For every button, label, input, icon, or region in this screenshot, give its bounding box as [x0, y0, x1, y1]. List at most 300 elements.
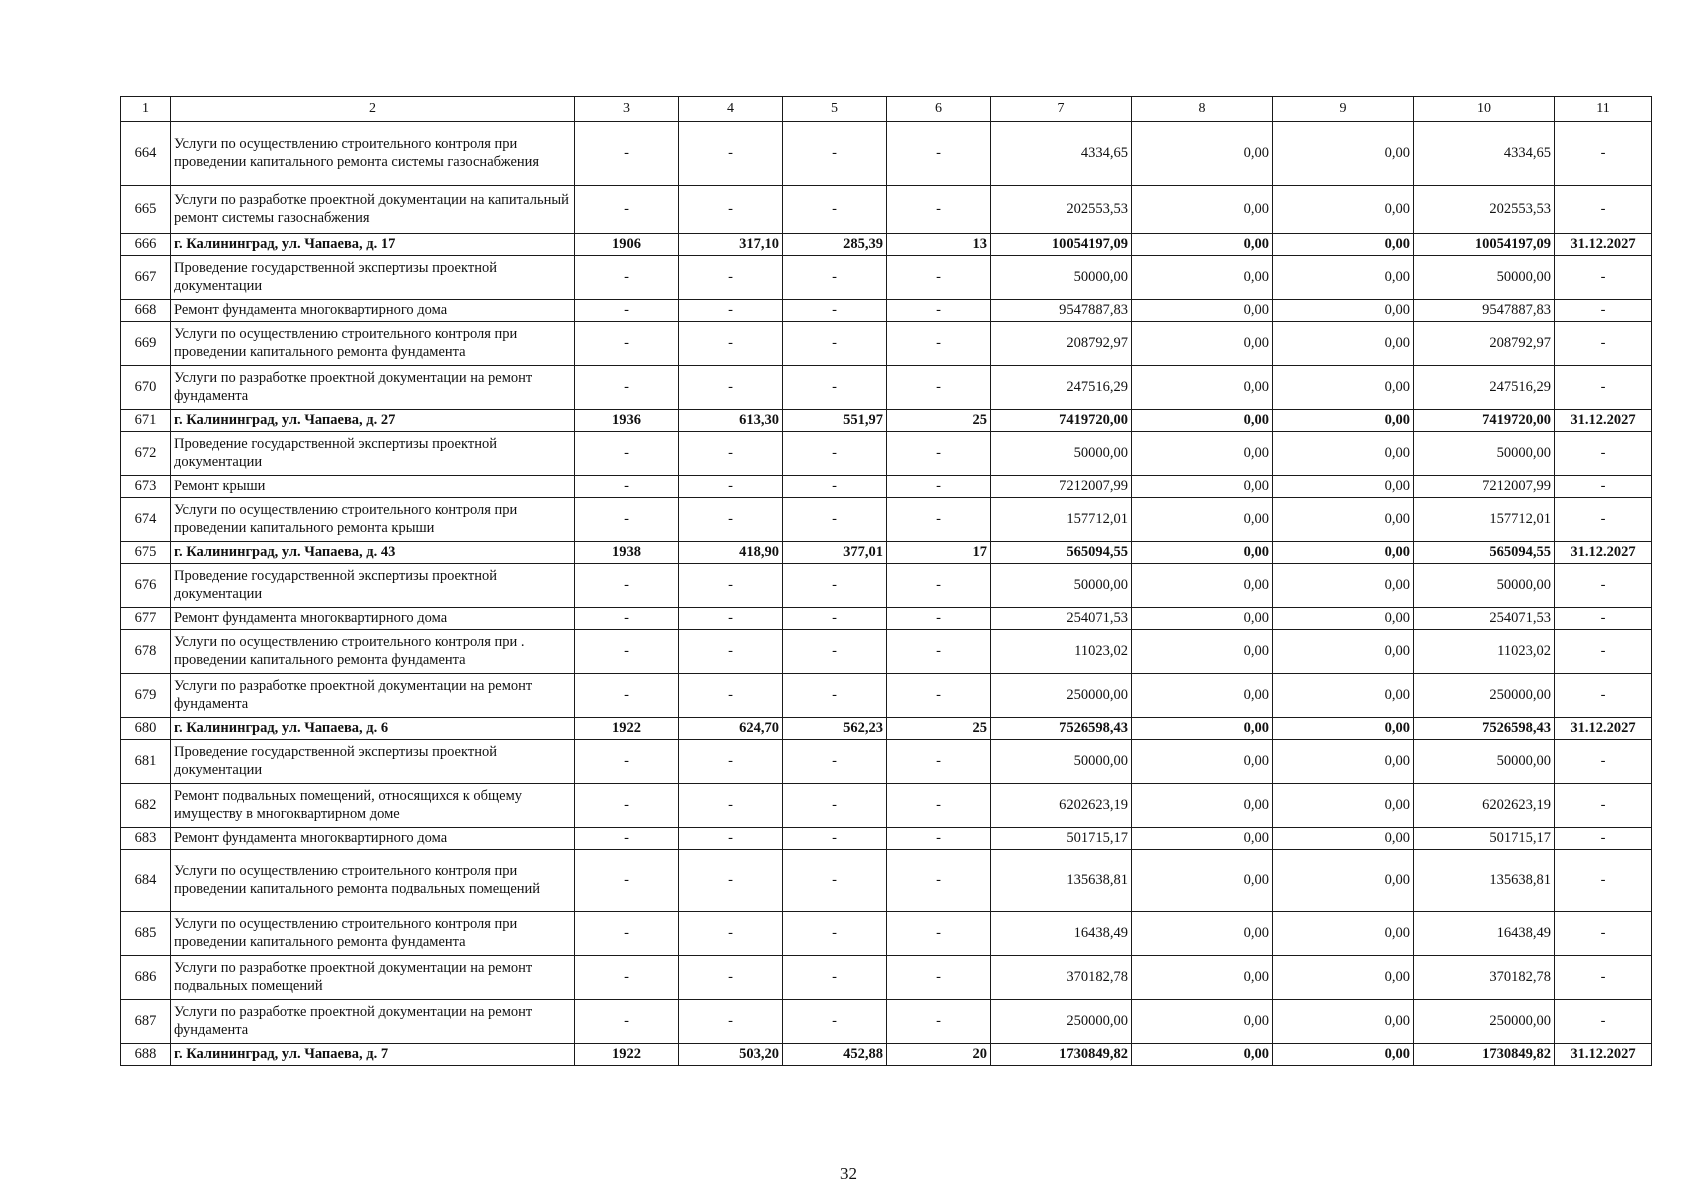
- col5-value: -: [783, 256, 887, 300]
- col4-value: -: [679, 674, 783, 718]
- col5-value: -: [783, 1000, 887, 1044]
- col3-value: -: [575, 784, 679, 828]
- work-name: Услуги по разработке проектной документации на ремонт подвальных помещений: [171, 956, 575, 1000]
- col11-value: -: [1555, 956, 1652, 1000]
- col5-value: 377,01: [783, 542, 887, 564]
- col6-value: -: [887, 476, 991, 498]
- col4-value: -: [679, 956, 783, 1000]
- col3-value: -: [575, 432, 679, 476]
- table-row: [121, 322, 1652, 366]
- row-number: 684: [121, 850, 171, 912]
- col7-value: 50000,00: [991, 564, 1132, 608]
- col3-value: -: [575, 476, 679, 498]
- col6-value: 25: [887, 410, 991, 432]
- col10-value: 254071,53: [1414, 608, 1555, 630]
- col10-value: 7526598,43: [1414, 718, 1555, 740]
- col11-value: -: [1555, 828, 1652, 850]
- work-name: Услуги по осуществлению строительного контроля при . проведении капитального ремонта фундамента: [171, 630, 575, 674]
- work-name: Проведение государственной экспертизы проектной документации: [171, 256, 575, 300]
- col6-value: -: [887, 564, 991, 608]
- col5-value: -: [783, 850, 887, 912]
- col10-value: 6202623,19: [1414, 784, 1555, 828]
- row-number: 687: [121, 1000, 171, 1044]
- col7-value: 50000,00: [991, 256, 1132, 300]
- col3-value: -: [575, 630, 679, 674]
- row-number: 681: [121, 740, 171, 784]
- col3-value: -: [575, 740, 679, 784]
- row-number: 678: [121, 630, 171, 674]
- col10-value: 501715,17: [1414, 828, 1555, 850]
- work-name: Проведение государственной экспертизы проектной документации: [171, 740, 575, 784]
- col4-value: -: [679, 476, 783, 498]
- table-row: [121, 366, 1652, 410]
- row-number: 669: [121, 322, 171, 366]
- col9-value: 0,00: [1273, 432, 1414, 476]
- table-row: [121, 498, 1652, 542]
- col9-value: 0,00: [1273, 256, 1414, 300]
- col4-value: -: [679, 366, 783, 410]
- col9-value: 0,00: [1273, 608, 1414, 630]
- col8-value: 0,00: [1132, 300, 1273, 322]
- col6-value: -: [887, 432, 991, 476]
- table-row: [121, 122, 1652, 186]
- col4-value: -: [679, 608, 783, 630]
- col4-value: -: [679, 432, 783, 476]
- col5-value: -: [783, 956, 887, 1000]
- col11-value: -: [1555, 850, 1652, 912]
- col3-value: 1922: [575, 1044, 679, 1066]
- col5-value: -: [783, 630, 887, 674]
- row-number: 670: [121, 366, 171, 410]
- table-row: [121, 432, 1652, 476]
- col3-value: -: [575, 608, 679, 630]
- col5-value: 551,97: [783, 410, 887, 432]
- col7-value: 370182,78: [991, 956, 1132, 1000]
- col7-value: 50000,00: [991, 740, 1132, 784]
- col4-value: -: [679, 912, 783, 956]
- row-number: 677: [121, 608, 171, 630]
- row-number: 668: [121, 300, 171, 322]
- work-name: г. Калининград, ул. Чапаева, д. 7: [171, 1044, 575, 1066]
- row-number: 673: [121, 476, 171, 498]
- col8-value: 0,00: [1132, 850, 1273, 912]
- col7-value: 247516,29: [991, 366, 1132, 410]
- row-number: 685: [121, 912, 171, 956]
- work-name: Ремонт подвальных помещений, относящихся к общему имуществу в многоквартирном доме: [171, 784, 575, 828]
- row-number: 674: [121, 498, 171, 542]
- capital-repair-table: [120, 96, 1652, 1066]
- col7-value: 208792,97: [991, 322, 1132, 366]
- column-header-4: 4: [679, 97, 783, 122]
- col3-value: -: [575, 912, 679, 956]
- col6-value: -: [887, 186, 991, 234]
- col7-value: 565094,55: [991, 542, 1132, 564]
- col3-value: -: [575, 256, 679, 300]
- col4-value: 418,90: [679, 542, 783, 564]
- col11-value: -: [1555, 476, 1652, 498]
- col4-value: -: [679, 498, 783, 542]
- table-row: [121, 912, 1652, 956]
- column-header-8: 8: [1132, 97, 1273, 122]
- col3-value: -: [575, 498, 679, 542]
- row-number: 675: [121, 542, 171, 564]
- col4-value: -: [679, 322, 783, 366]
- col5-value: -: [783, 608, 887, 630]
- col4-value: -: [679, 256, 783, 300]
- col4-value: -: [679, 784, 783, 828]
- col9-value: 0,00: [1273, 1000, 1414, 1044]
- col6-value: 13: [887, 234, 991, 256]
- row-number: 672: [121, 432, 171, 476]
- work-name: г. Калининград, ул. Чапаева, д. 43: [171, 542, 575, 564]
- col8-value: 0,00: [1132, 186, 1273, 234]
- col9-value: 0,00: [1273, 1044, 1414, 1066]
- col9-value: 0,00: [1273, 122, 1414, 186]
- col10-value: 250000,00: [1414, 674, 1555, 718]
- work-name: г. Калининград, ул. Чапаева, д. 6: [171, 718, 575, 740]
- col8-value: 0,00: [1132, 784, 1273, 828]
- col5-value: -: [783, 828, 887, 850]
- col10-value: 50000,00: [1414, 740, 1555, 784]
- col8-value: 0,00: [1132, 956, 1273, 1000]
- column-header-11: 11: [1555, 97, 1652, 122]
- col6-value: 17: [887, 542, 991, 564]
- col9-value: 0,00: [1273, 784, 1414, 828]
- col6-value: -: [887, 498, 991, 542]
- work-name: Услуги по осуществлению строительного контроля при проведении капитального ремонта подвальных помещений: [171, 850, 575, 912]
- col7-value: 16438,49: [991, 912, 1132, 956]
- col10-value: 370182,78: [1414, 956, 1555, 1000]
- col5-value: -: [783, 498, 887, 542]
- col6-value: 25: [887, 718, 991, 740]
- col8-value: 0,00: [1132, 828, 1273, 850]
- column-header-2: 2: [171, 97, 575, 122]
- row-number: 665: [121, 186, 171, 234]
- col6-value: -: [887, 122, 991, 186]
- col11-value: -: [1555, 432, 1652, 476]
- col4-value: -: [679, 850, 783, 912]
- col7-value: 7419720,00: [991, 410, 1132, 432]
- col7-value: 6202623,19: [991, 784, 1132, 828]
- row-number: 667: [121, 256, 171, 300]
- address-row: [121, 542, 1652, 564]
- col9-value: 0,00: [1273, 234, 1414, 256]
- col8-value: 0,00: [1132, 366, 1273, 410]
- col3-value: -: [575, 122, 679, 186]
- col6-value: -: [887, 366, 991, 410]
- table-row: [121, 476, 1652, 498]
- col8-value: 0,00: [1132, 608, 1273, 630]
- col11-value: -: [1555, 564, 1652, 608]
- col3-value: -: [575, 850, 679, 912]
- col6-value: -: [887, 1000, 991, 1044]
- work-name: Услуги по осуществлению строительного контроля при проведении капитального ремонта крыши: [171, 498, 575, 542]
- col10-value: 7212007,99: [1414, 476, 1555, 498]
- work-name: г. Калининград, ул. Чапаева, д. 27: [171, 410, 575, 432]
- col11-value: -: [1555, 256, 1652, 300]
- table-row: [121, 828, 1652, 850]
- column-header-1: 1: [121, 97, 171, 122]
- col10-value: 208792,97: [1414, 322, 1555, 366]
- col3-value: 1938: [575, 542, 679, 564]
- col11-value: -: [1555, 608, 1652, 630]
- col9-value: 0,00: [1273, 828, 1414, 850]
- work-name: Проведение государственной экспертизы проектной документации: [171, 432, 575, 476]
- col4-value: -: [679, 740, 783, 784]
- col7-value: 10054197,09: [991, 234, 1132, 256]
- col3-value: 1906: [575, 234, 679, 256]
- col6-value: -: [887, 322, 991, 366]
- col10-value: 16438,49: [1414, 912, 1555, 956]
- col10-value: 4334,65: [1414, 122, 1555, 186]
- col10-value: 9547887,83: [1414, 300, 1555, 322]
- col5-value: -: [783, 912, 887, 956]
- row-number: 666: [121, 234, 171, 256]
- col8-value: 0,00: [1132, 322, 1273, 366]
- col5-value: -: [783, 564, 887, 608]
- col11-value: -: [1555, 366, 1652, 410]
- col7-value: 135638,81: [991, 850, 1132, 912]
- col9-value: 0,00: [1273, 718, 1414, 740]
- work-name: Услуги по разработке проектной документации на ремонт фундамента: [171, 674, 575, 718]
- col11-value: 31.12.2027: [1555, 410, 1652, 432]
- row-number: 671: [121, 410, 171, 432]
- col6-value: -: [887, 608, 991, 630]
- col11-value: -: [1555, 740, 1652, 784]
- col9-value: 0,00: [1273, 476, 1414, 498]
- col4-value: -: [679, 630, 783, 674]
- col11-value: -: [1555, 322, 1652, 366]
- col7-value: 250000,00: [991, 674, 1132, 718]
- row-number: 664: [121, 122, 171, 186]
- col9-value: 0,00: [1273, 956, 1414, 1000]
- work-name: Проведение государственной экспертизы проектной документации: [171, 564, 575, 608]
- col3-value: -: [575, 322, 679, 366]
- col5-value: -: [783, 674, 887, 718]
- table-row: [121, 674, 1652, 718]
- column-header-5: 5: [783, 97, 887, 122]
- column-number-header-row: [121, 97, 1652, 122]
- row-number: 680: [121, 718, 171, 740]
- col3-value: -: [575, 1000, 679, 1044]
- col7-value: 11023,02: [991, 630, 1132, 674]
- col10-value: 565094,55: [1414, 542, 1555, 564]
- col5-value: -: [783, 740, 887, 784]
- col6-value: -: [887, 256, 991, 300]
- col3-value: -: [575, 674, 679, 718]
- col9-value: 0,00: [1273, 630, 1414, 674]
- work-name: Ремонт фундамента многоквартирного дома: [171, 828, 575, 850]
- col7-value: 50000,00: [991, 432, 1132, 476]
- table-row: [121, 608, 1652, 630]
- col6-value: -: [887, 674, 991, 718]
- row-number: 679: [121, 674, 171, 718]
- row-number: 688: [121, 1044, 171, 1066]
- table-row: [121, 740, 1652, 784]
- col8-value: 0,00: [1132, 564, 1273, 608]
- col4-value: -: [679, 300, 783, 322]
- col9-value: 0,00: [1273, 740, 1414, 784]
- work-name: Ремонт крыши: [171, 476, 575, 498]
- col5-value: -: [783, 322, 887, 366]
- col10-value: 50000,00: [1414, 256, 1555, 300]
- col3-value: -: [575, 828, 679, 850]
- work-name: г. Калининград, ул. Чапаева, д. 17: [171, 234, 575, 256]
- col10-value: 11023,02: [1414, 630, 1555, 674]
- col7-value: 9547887,83: [991, 300, 1132, 322]
- col5-value: -: [783, 300, 887, 322]
- work-name: Ремонт фундамента многоквартирного дома: [171, 608, 575, 630]
- col8-value: 0,00: [1132, 740, 1273, 784]
- col10-value: 50000,00: [1414, 432, 1555, 476]
- col9-value: 0,00: [1273, 912, 1414, 956]
- table-row: [121, 564, 1652, 608]
- col11-value: 31.12.2027: [1555, 542, 1652, 564]
- col9-value: 0,00: [1273, 674, 1414, 718]
- work-name: Услуги по разработке проектной документации на ремонт фундамента: [171, 366, 575, 410]
- col8-value: 0,00: [1132, 542, 1273, 564]
- address-row: [121, 1044, 1652, 1066]
- col5-value: -: [783, 122, 887, 186]
- col7-value: 254071,53: [991, 608, 1132, 630]
- col5-value: -: [783, 366, 887, 410]
- row-number: 682: [121, 784, 171, 828]
- col7-value: 501715,17: [991, 828, 1132, 850]
- col9-value: 0,00: [1273, 542, 1414, 564]
- table-row: [121, 300, 1652, 322]
- row-number: 683: [121, 828, 171, 850]
- address-row: [121, 718, 1652, 740]
- col8-value: 0,00: [1132, 432, 1273, 476]
- work-name: Услуги по разработке проектной документации на ремонт фундамента: [171, 1000, 575, 1044]
- col7-value: 4334,65: [991, 122, 1132, 186]
- col3-value: -: [575, 366, 679, 410]
- col8-value: 0,00: [1132, 234, 1273, 256]
- table-row: [121, 784, 1652, 828]
- col8-value: 0,00: [1132, 718, 1273, 740]
- col4-value: -: [679, 828, 783, 850]
- col7-value: 7212007,99: [991, 476, 1132, 498]
- row-number: 686: [121, 956, 171, 1000]
- col8-value: 0,00: [1132, 256, 1273, 300]
- col9-value: 0,00: [1273, 564, 1414, 608]
- col9-value: 0,00: [1273, 498, 1414, 542]
- col9-value: 0,00: [1273, 322, 1414, 366]
- col9-value: 0,00: [1273, 366, 1414, 410]
- col3-value: -: [575, 564, 679, 608]
- col10-value: 7419720,00: [1414, 410, 1555, 432]
- col11-value: -: [1555, 498, 1652, 542]
- col10-value: 157712,01: [1414, 498, 1555, 542]
- row-number: 676: [121, 564, 171, 608]
- col6-value: -: [887, 912, 991, 956]
- col9-value: 0,00: [1273, 850, 1414, 912]
- col7-value: 157712,01: [991, 498, 1132, 542]
- col6-value: -: [887, 784, 991, 828]
- col7-value: 250000,00: [991, 1000, 1132, 1044]
- col8-value: 0,00: [1132, 122, 1273, 186]
- col9-value: 0,00: [1273, 410, 1414, 432]
- col11-value: -: [1555, 300, 1652, 322]
- col11-value: -: [1555, 674, 1652, 718]
- col11-value: 31.12.2027: [1555, 234, 1652, 256]
- col4-value: -: [679, 564, 783, 608]
- col4-value: 317,10: [679, 234, 783, 256]
- col10-value: 50000,00: [1414, 564, 1555, 608]
- col11-value: -: [1555, 912, 1652, 956]
- col3-value: -: [575, 956, 679, 1000]
- address-row: [121, 410, 1652, 432]
- col8-value: 0,00: [1132, 1000, 1273, 1044]
- col10-value: 202553,53: [1414, 186, 1555, 234]
- col6-value: -: [887, 828, 991, 850]
- page-number: 32: [840, 1164, 857, 1183]
- col5-value: -: [783, 432, 887, 476]
- work-name: Услуги по осуществлению строительного контроля при проведении капитального ремонта фундамента: [171, 322, 575, 366]
- col3-value: 1936: [575, 410, 679, 432]
- col8-value: 0,00: [1132, 476, 1273, 498]
- col8-value: 0,00: [1132, 498, 1273, 542]
- col11-value: 31.12.2027: [1555, 718, 1652, 740]
- col5-value: -: [783, 784, 887, 828]
- table-row: [121, 186, 1652, 234]
- col6-value: -: [887, 300, 991, 322]
- table-row: [121, 630, 1652, 674]
- col9-value: 0,00: [1273, 300, 1414, 322]
- column-header-3: 3: [575, 97, 679, 122]
- address-row: [121, 234, 1652, 256]
- col9-value: 0,00: [1273, 186, 1414, 234]
- col4-value: 613,30: [679, 410, 783, 432]
- col6-value: -: [887, 956, 991, 1000]
- col3-value: -: [575, 300, 679, 322]
- col5-value: 285,39: [783, 234, 887, 256]
- col10-value: 250000,00: [1414, 1000, 1555, 1044]
- col11-value: -: [1555, 630, 1652, 674]
- column-header-6: 6: [887, 97, 991, 122]
- work-name: Услуги по разработке проектной документации на капитальный ремонт системы газоснабжения: [171, 186, 575, 234]
- col11-value: -: [1555, 186, 1652, 234]
- col11-value: -: [1555, 784, 1652, 828]
- col6-value: 20: [887, 1044, 991, 1066]
- col8-value: 0,00: [1132, 674, 1273, 718]
- col10-value: 1730849,82: [1414, 1044, 1555, 1066]
- col10-value: 247516,29: [1414, 366, 1555, 410]
- col7-value: 202553,53: [991, 186, 1132, 234]
- table-row: [121, 956, 1652, 1000]
- col8-value: 0,00: [1132, 912, 1273, 956]
- col10-value: 135638,81: [1414, 850, 1555, 912]
- col11-value: -: [1555, 1000, 1652, 1044]
- col4-value: -: [679, 186, 783, 234]
- col5-value: 562,23: [783, 718, 887, 740]
- col11-value: -: [1555, 122, 1652, 186]
- col7-value: 7526598,43: [991, 718, 1132, 740]
- table-row: [121, 1000, 1652, 1044]
- col10-value: 10054197,09: [1414, 234, 1555, 256]
- col5-value: 452,88: [783, 1044, 887, 1066]
- column-header-9: 9: [1273, 97, 1414, 122]
- work-name: Ремонт фундамента многоквартирного дома: [171, 300, 575, 322]
- work-name: Услуги по осуществлению строительного контроля при проведении капитального ремонта фундамента: [171, 912, 575, 956]
- col8-value: 0,00: [1132, 410, 1273, 432]
- col5-value: -: [783, 186, 887, 234]
- col6-value: -: [887, 850, 991, 912]
- table-row: [121, 256, 1652, 300]
- col4-value: 624,70: [679, 718, 783, 740]
- col4-value: -: [679, 1000, 783, 1044]
- col4-value: 503,20: [679, 1044, 783, 1066]
